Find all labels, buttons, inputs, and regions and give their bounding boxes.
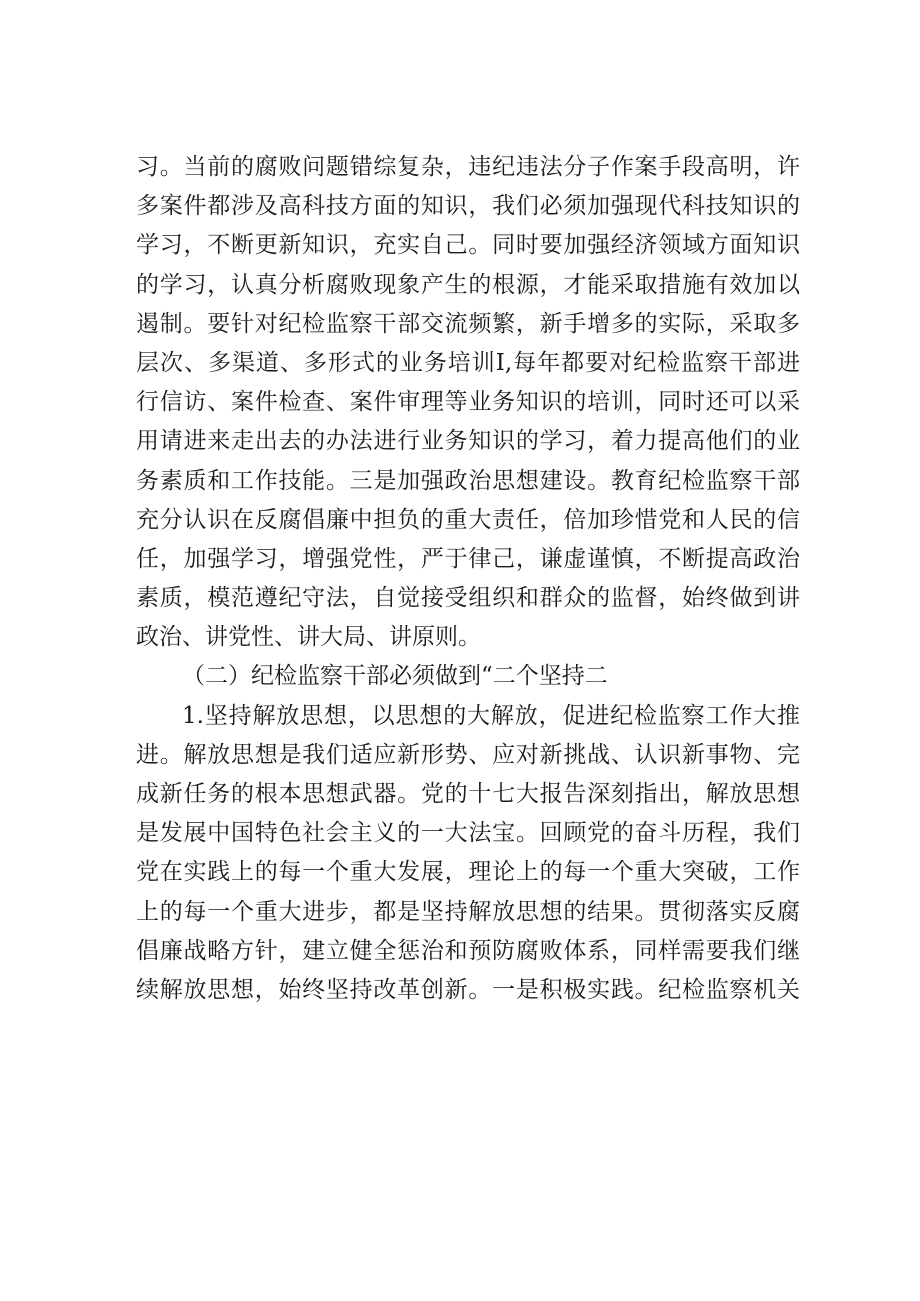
text-line: 政治、讲党性、讲大局、讲原则。	[136, 624, 481, 651]
text-line: 素质，模范遵纪守法，自觉接受组织和群众的监督，始终做到讲	[136, 585, 800, 612]
text-line: 上的每一个重大进步，都是坚持解放思想的结果。贯彻落实反腐	[136, 898, 800, 925]
text-line: 层次、多渠道、多形式的业务培训I,每年都要对纪检监察干部进	[136, 349, 800, 376]
text-line: 是发展中国特色社会主义的一大法宝。回顾党的奋斗历程，我们	[136, 820, 800, 847]
text-line: 习。当前的腐败问题错综复杂，违纪违法分子作案手段高明，许	[136, 154, 800, 180]
text-line: 进。解放思想是我们适应新形势、应对新挑战、认识新事物、完	[136, 741, 800, 768]
text-line: 行信访、案件检查、案件审理等业务知识的培训，同时还可以采	[136, 389, 800, 416]
paragraph-continuation	[136, 148, 800, 1010]
text-line: 党在实践上的每一个重大发展，理论上的每一个重大突破，工作	[136, 859, 800, 886]
text-line: 倡廉战略方针，建立健全惩治和预防腐败体系，同样需要我们继	[136, 937, 800, 964]
text-line: 用请进来走出去的办法进行业务知识的学习，着力提高他们的业	[136, 428, 800, 455]
text-line: 多案件都涉及高科技方面的知识，我们必须加强现代科技知识的	[136, 193, 800, 220]
section-heading: （二）纪检监察干部必须做到“二个坚持二	[182, 663, 608, 690]
text-line: 1.坚持解放思想，以思想的大解放，促进纪检监察工作大推	[182, 702, 800, 729]
text-line: 务素质和工作技能。三是加强政治思想建设。教育纪检监察干部	[136, 467, 800, 494]
text-line: 成新任务的根本思想武器。党的十七大报告深刻指出，解放思想	[136, 781, 800, 807]
text-line: 的学习，认真分析腐败现象产生的根源，才能采取措施有效加以	[136, 271, 800, 298]
text-line: 任，加强学习，增强党性，严于律己，谦虚谨慎，不断提高政治	[136, 545, 800, 572]
text-line: 充分认识在反腐倡廉中担负的重大责任，倍加珍惜党和人民的信	[136, 506, 800, 533]
text-line: 续解放思想，始终坚持改革创新。一是积极实践。纪检监察机关	[136, 976, 800, 1003]
text-line: 遏制。要针对纪检监察干部交流频繁，新手增多的实际，采取多	[136, 310, 800, 337]
text-line: 学习，不断更新知识，充实自己。同时要加强经济领域方面知识	[136, 232, 800, 259]
